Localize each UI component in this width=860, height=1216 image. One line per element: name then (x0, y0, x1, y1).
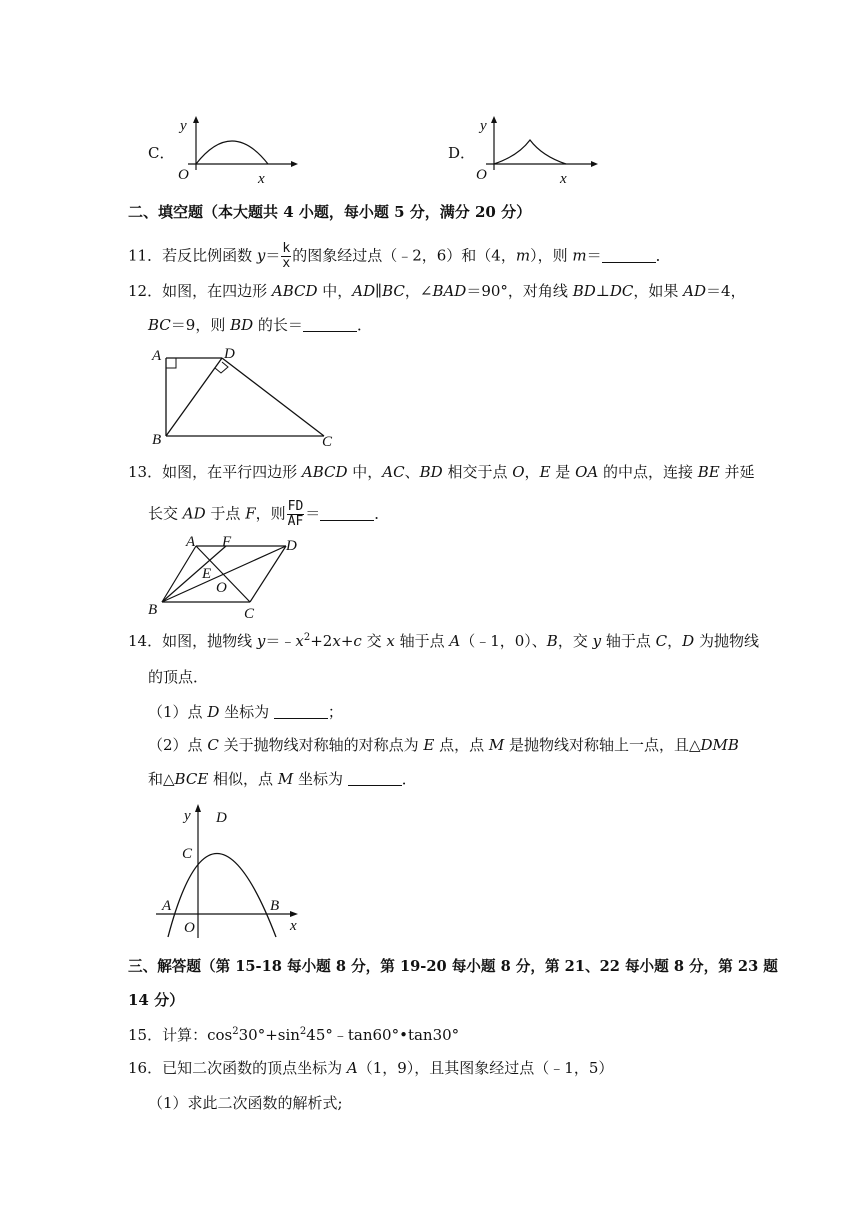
q12-number: 12． (128, 282, 163, 300)
option-c-origin-label: O (178, 167, 189, 183)
q11-answer-blank[interactable] (602, 248, 656, 263)
option-c-graph (174, 112, 304, 188)
q14-label-c: C (182, 846, 193, 862)
q14-part2-answer-blank[interactable] (348, 771, 402, 786)
q14-label-y: y (184, 808, 191, 824)
q14-part1-answer-blank[interactable] (274, 704, 328, 719)
question-13-line-1: 13．如图，在平行四边形 ABCD 中，AC、BD 相交于点 O，E 是 OA 的中点，连接 BE 并延 (128, 463, 755, 481)
q14-label-a: A (162, 898, 172, 914)
q12-label-c: C (322, 434, 333, 448)
q14-label-o: O (184, 920, 195, 936)
option-d-x-label: x (560, 171, 567, 187)
q13-label-d: D (286, 538, 297, 554)
section-3-heading-line-1: 三、解答题（第 15-18 每小题 8 分，第 19-20 每小题 8 分，第 21、22 每小题 8 分，第 23 题 (128, 958, 778, 975)
q14-label-x: x (290, 918, 297, 934)
q14-label-d: D (216, 810, 227, 826)
q13-label-b: B (148, 602, 158, 618)
q13-label-e: E (202, 566, 212, 582)
q16-number: 16． (128, 1059, 163, 1077)
question-14-part-2-line-2: 和△BCE 相似，点 M 坐标为 ． (148, 770, 417, 788)
q13-number: 13． (128, 463, 163, 481)
q11-number: 11． (128, 246, 163, 265)
q13-label-f: F (222, 534, 232, 550)
q12-label-d: D (224, 346, 235, 362)
question-12-line-2: BC＝9，则 BD 的长＝ ． (148, 316, 372, 334)
option-c-y-label: y (180, 118, 187, 134)
section-3-heading-line-2: 14 分） (128, 991, 185, 1009)
q12-answer-blank[interactable] (303, 317, 357, 332)
question-16: 16．已知二次函数的顶点坐标为 A（1，9），且其图象经过点（﹣1，5） (128, 1059, 614, 1077)
option-c-label: C． (148, 144, 175, 162)
question-14-part-2-line-1: （2）点 C 关于抛物线对称轴的对称点为 E 点，点 M 是抛物线对称轴上一点，且△DMB (148, 736, 739, 754)
q13-label-c: C (244, 606, 255, 620)
q13-fraction: $\frac{FD}{AF}$ (287, 499, 304, 529)
question-13-line-2: 长交 AD 于点 F，则 $\frac{FD}{AF}$ ＝ ． (148, 499, 390, 529)
q13-label-a: A (186, 534, 196, 550)
question-15: 15．计算：$\cos^230^\circ+\sin^245^\circ﹣\tan 60^\circ•\tan 30^\circ$ (128, 1026, 460, 1044)
q12-figure (146, 342, 346, 448)
question-11: 11．若反比例函数 y＝ $\frac{k}{x}$ 的图象经过点（﹣2，6）和（4，m），则 m＝ ． (128, 241, 671, 271)
question-14-line-2: 的顶点． (148, 668, 209, 686)
q14-number: 14． (128, 632, 163, 650)
q13-answer-blank[interactable] (320, 506, 374, 521)
q14-label-b: B (270, 898, 280, 914)
option-d-origin-label: O (476, 167, 487, 183)
q12-label-a: A (152, 348, 162, 364)
question-14-line-1: 14．如图，抛物线 $y=﹣x^2+2x+c$ 交 x 轴于点 A（﹣1，0）、B，交 y 轴于点 C，D 为抛物线 (128, 632, 759, 650)
option-d-y-label: y (480, 118, 487, 134)
q12-label-b: B (152, 432, 162, 448)
option-d-label: D． (448, 144, 476, 162)
q14-figure (152, 800, 312, 940)
question-14-part-1: （1）点 D 坐标为 ； (148, 703, 343, 721)
option-c-x-label: x (258, 171, 265, 187)
question-16-part-1: （1）求此二次函数的解析式; (148, 1094, 343, 1112)
q11-fraction: $\frac{k}{x}$ (282, 241, 291, 271)
option-d-graph (474, 112, 604, 188)
q13-figure (144, 532, 314, 620)
question-12-line-1: 12．如图，在四边形 ABCD 中，AD∥BC，∠BAD＝90°，对角线 BD⊥DC，如果 AD＝4， (128, 282, 746, 300)
q15-number: 15． (128, 1026, 163, 1044)
section-2-heading: 二、填空题（本大题共 4 小题，每小题 5 分，满分 20 分） (128, 203, 532, 221)
q13-label-o: O (216, 580, 227, 596)
